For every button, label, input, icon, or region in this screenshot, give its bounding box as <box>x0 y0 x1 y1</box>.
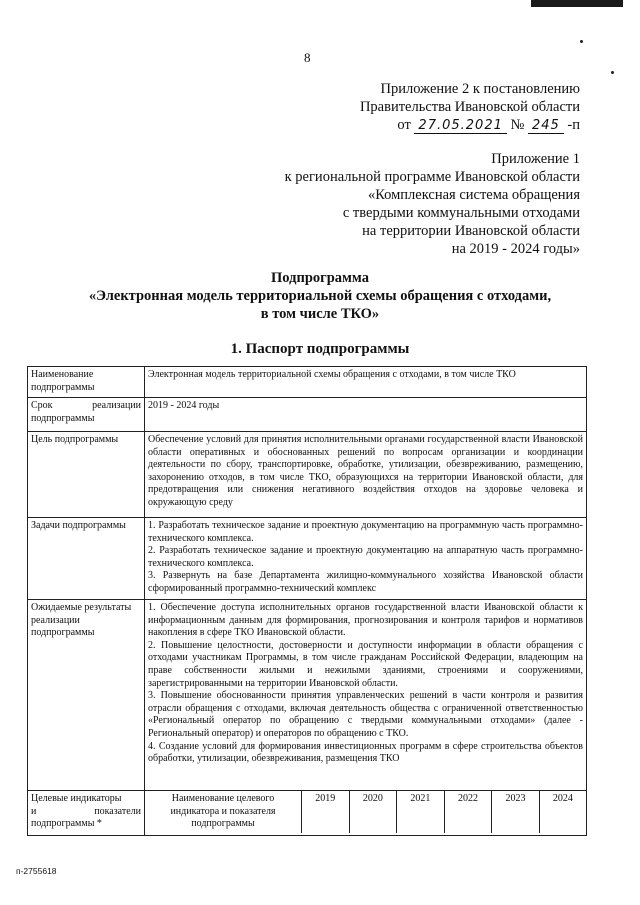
table-row <box>28 600 587 791</box>
section-title: 1. Паспорт подпрограммы <box>230 341 410 357</box>
handwritten-date: 27.05.2021 <box>414 118 506 134</box>
term-value: 2019 - 2024 годы <box>145 398 587 432</box>
results-label: Ожидаемые результаты реализации подпрограммы <box>28 600 145 791</box>
document-code: п-2755618 <box>16 866 57 876</box>
tasks-label: Задачи подпрограммы <box>28 518 145 600</box>
scan-edge-bar <box>531 0 623 7</box>
year-2019: 2019 <box>302 791 350 833</box>
appendix2-header: Приложение 2 к постановлению Правительства Ивановской области от 27.05.2021 № 245 -п <box>359 81 580 133</box>
table-row <box>28 518 587 600</box>
indicators-cell <box>145 791 587 836</box>
year-2023: 2023 <box>492 791 540 833</box>
indicators-header: Наименование целевого индикатора и показателя подпрограммы <box>145 791 302 833</box>
year-2024: 2024 <box>552 793 573 804</box>
passport-table <box>27 366 587 836</box>
table-row <box>28 367 587 398</box>
goal-value: Обеспечение условий для принятия исполнительными органами государственной власти Ивановской области оперативных и обоснованных решений по вопросам организации и координации деятельности по сбору, транспортировке, обработке, утилизации, обезвреживанию, размещению, захоронению отходов, в том числе ТКО, образующихся на территории Ивановской области, для предотвращения или снижения негативного воздействия отходов на здоровье человека и окружающую среду <box>145 432 587 518</box>
appendix1-header: Приложение 1 к региональной программе Ивановской области «Комплексная система обращения с твердыми коммунальными отходами на территории Ивановской области на 2019 - 2024 годы» <box>284 151 580 257</box>
indicators-table <box>145 791 586 833</box>
subprogram-title: Подпрограмма «Электронная модель территориальной схемы обращения с отходами, в том числе ТКО» <box>88 270 552 322</box>
list-item: 1. Разработать техническое задание и проектную документацию на программную часть программно-технического комплекса. <box>148 520 583 544</box>
list-item: 2. Повышение целостности, достоверности и доступности информации в области обращения с отходами участникам Программы, в том числе гражданам Российской Федерации, владеющим на праве собственности жилыми и нежилыми зданиями, строениями и сооружениями, зарегистрированными на территории Ивановской области. <box>148 639 583 689</box>
table-row <box>145 791 586 833</box>
list-item: 3. Повышение обоснованности принятия управленческих решений в части контроля и развития отрасли обращения с отходами, включая деятельность общества с ограниченной ответственностью «Региональный оператор по обращению с твердыми коммунальными отходами» (далее - Региональный оператор) и операторов по обращению с ТКО. <box>148 690 583 739</box>
name-label: Наименование подпрограммы <box>28 367 145 398</box>
name-value: Электронная модель территориальной схемы обращения с отходами, в том числе ТКО <box>145 367 587 398</box>
list-item: 3. Развернуть на базе Департамента жилищно-коммунального хозяйства Ивановской области сформированный программно-технический комплекс <box>148 570 583 594</box>
table-row <box>28 791 587 836</box>
resolution-date-line: от 27.05.2021 № 245 -п <box>397 117 580 133</box>
scan-speck <box>611 71 614 74</box>
scan-speck <box>580 40 583 43</box>
results-value <box>145 600 587 791</box>
table-row <box>28 432 587 518</box>
tasks-value <box>145 518 587 600</box>
year-2020: 2020 <box>349 791 397 833</box>
year-2021: 2021 <box>397 791 445 833</box>
table-row <box>28 398 587 432</box>
handwritten-number: 245 <box>528 118 564 134</box>
list-item: 1. Обеспечение доступа исполнительных органов государственной власти Ивановской области к информационным данным для формирования, прогнозирования и контроля тарифов и нормативов накопления в сфере ТКО Ивановской области. <box>148 602 583 639</box>
indicators-label: Целевые индикаторы и показатели подпрограммы * <box>28 791 145 836</box>
page-number: 8 <box>304 50 311 65</box>
list-item: 4. Создание условий для формирования инвестиционных программ в сфере строительства объектов обработки, утилизации, обезвреживания, размещения ТКО <box>148 740 583 765</box>
year-2022: 2022 <box>444 791 492 833</box>
term-label: Срок реализации подпрограммы <box>28 398 145 432</box>
list-item: 2. Разработать техническое задание и проектную документацию на аппаратную часть программно-технического комплекса. <box>148 545 583 569</box>
goal-label: Цель подпрограммы <box>28 432 145 518</box>
